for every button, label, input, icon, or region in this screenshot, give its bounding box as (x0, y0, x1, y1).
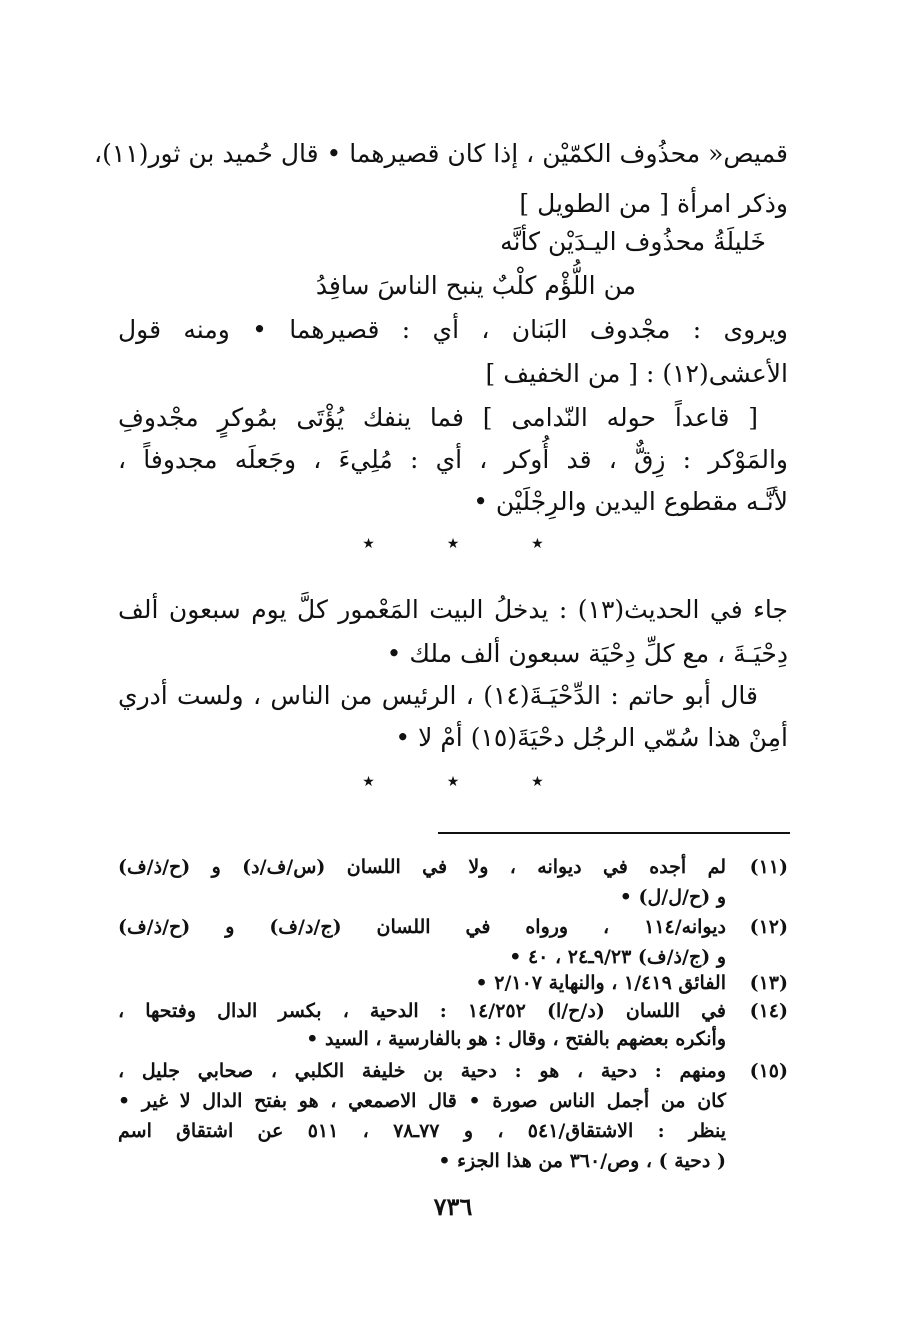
star-icon: ★ (531, 536, 544, 552)
body-line: لأنَّـه مقطوع اليدين والرِجْلَيْن • (473, 487, 788, 516)
star-icon: ★ (362, 536, 375, 552)
footnote-number: (١١) (749, 856, 788, 878)
section-divider (0, 536, 906, 552)
footnote-line: ( دحية ) ، وص/٣٦٠ من هذا الجزء • (438, 1150, 726, 1172)
footnote-line: ينظر : الاشتقاق/٥٤١ ، و ٧٧ـ٧٨ ، ٥١١ عن اشتقاق اسم (118, 1120, 727, 1142)
star-icon: ★ (446, 774, 460, 790)
footnote-line: ديوانه/١١٤ ، ورواه في اللسان (ج/د/ف) و (ح/ذ/ف) (118, 916, 726, 938)
body-line: والمَوْكر : زِقٌّ ، قد أُوكر ، أي : مُلِيءَ ، وجَعلَه مجدوفاً ، (118, 445, 788, 474)
body-line: جاء في الحديث(١٣) : يدخلُ البيت المَعْمور كلَّ يوم سبعون ألف (118, 595, 788, 624)
star-icon: ★ (362, 774, 375, 790)
footnote-line: و (ح/ل/ل) • (619, 886, 726, 908)
body-line: وذكر امرأة [ من الطويل ] (519, 189, 788, 218)
footnote-line: الفائق ١/٤١٩ ، والنهاية ٢/١٠٧ • (475, 972, 726, 994)
footnote-number: (١٢) (749, 916, 788, 938)
page-number: ٧٣٦ (433, 1192, 473, 1221)
body-line: ويروى : مجْدوف البَنان ، أي : قصيرهما • ومنه قول (118, 315, 788, 344)
footnote-number: (١٥) (749, 1060, 788, 1082)
footnote-number: (١٤) (749, 1000, 788, 1022)
footnote-line: كان من أجمل الناس صورة • قال الاصمعي ، هو بفتح الدال لا غير • (118, 1090, 726, 1112)
verse-hemistich: من اللُّؤْم كلْبٌ ينبح الناسَ سافِدُ (315, 271, 636, 300)
verse-line: [ قاعداً حوله النّدامى ] فما ينفك يُؤْتَى بمُوكرٍ مجْدوفِ (118, 403, 758, 432)
footnote-line: وأنكره بعضهم بالفتح ، وقال : هو بالفارسية ، السيد • (306, 1028, 726, 1050)
body-line: الأعشى(١٢) : [ من الخفيف ] (485, 359, 788, 388)
body-line: قال أبو حاتم : الدِّحْيَـةَ(١٤) ، الرئيس من الناس ، ولست أدري (118, 681, 758, 710)
footnote-line: لم أجده في ديوانه ، ولا في اللسان (س/ف/د) و (ح/ذ/ف) (118, 856, 726, 878)
footnote-line: ومنهم : دحية ، هو : دحية بن خليفة الكلبي ، صحابي جليل ، (118, 1060, 726, 1082)
body-line: دِحْيَـةَ ، مع كلِّ دِحْيَة سبعون ألف ملك • (386, 639, 788, 668)
star-icon: ★ (446, 536, 460, 552)
body-line: أمِنْ هذا سُمّي الرجُل دحْيَةَ(١٥) أمْ لا • (395, 723, 788, 752)
body-line: قميص« محذُوف الكمّيْن ، إذا كان قصيرهما • قال حُميد بن ثور(١١)، (94, 139, 788, 168)
section-divider (0, 774, 906, 790)
footnote-line: و (ج/ذ/ف) ٩/٢٣ـ٢٤ ، ٤٠ • (509, 946, 726, 968)
star-icon: ★ (531, 774, 544, 790)
footnote-separator (438, 832, 790, 834)
footnote-line: في اللسان (د/ح/ا) ١٤/٢٥٢ : الدحية ، بكسر الدال وفتحها ، (118, 1000, 726, 1022)
footnote-number: (١٣) (749, 972, 788, 994)
verse-hemistich: خَليلَةُ محذُوف اليـدَيْن كأنَّه (500, 227, 766, 256)
